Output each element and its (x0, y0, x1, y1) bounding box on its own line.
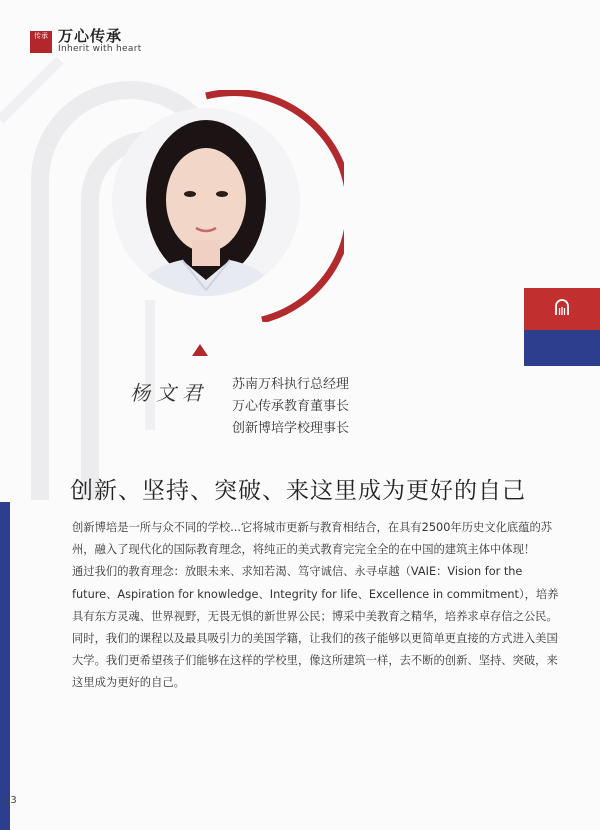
body-text (72, 517, 562, 695)
brand-logo (30, 28, 142, 55)
title-line: 创新博培学校理事长 (232, 421, 350, 436)
page-number: 03 (4, 795, 17, 806)
school-flag (524, 288, 600, 366)
person-titles (232, 374, 349, 440)
headline: 创新、坚持、突破、来这里成为更好的自己 (70, 478, 526, 504)
red-triangle-marker (192, 344, 208, 356)
seal-icon: 传承 (30, 31, 52, 53)
logo-title-cn: 万心传承 (58, 27, 123, 45)
portrait (112, 90, 344, 322)
logo-title-en: Inherit with heart (58, 44, 142, 54)
title-line: 苏南万科执行总经理 (232, 377, 350, 392)
title-line: 万心传承教育董事长 (232, 399, 350, 414)
paragraph: 通过我们的教育理念：放眼未来、求知若渴、笃守诚信、永寻卓越（VAIE：Vision for the future、Aspiration for knowledge、Integrity for life、Excellence in commitment），培养具有东方灵魂、世界视野，无畏无惧的新世界公民；博采中美教育之精华，培养求卓存信之公民。 (72, 565, 559, 623)
paragraph: 同时，我们的课程以及最具吸引力的美国学籍，让我们的孩子能够以更简单更直接的方式进入美国大学。我们更希望孩子们能够在这样的学校里，像这所建筑一样，去不断的创新、坚持、突破，来这里成为更好的自己。 (72, 632, 558, 690)
blue-side-bar (0, 502, 10, 830)
person-name: 杨文君 (130, 381, 208, 405)
paragraph: 创新博培是一所与众不同的学校...它将城市更新与教育相结合，在具有2500年历史文化底蕴的苏州，融入了现代化的国际教育理念，将纯正的美式教育完完全全的在中国的建筑主体中体现！ (72, 521, 553, 557)
school-emblem-icon (553, 299, 571, 317)
